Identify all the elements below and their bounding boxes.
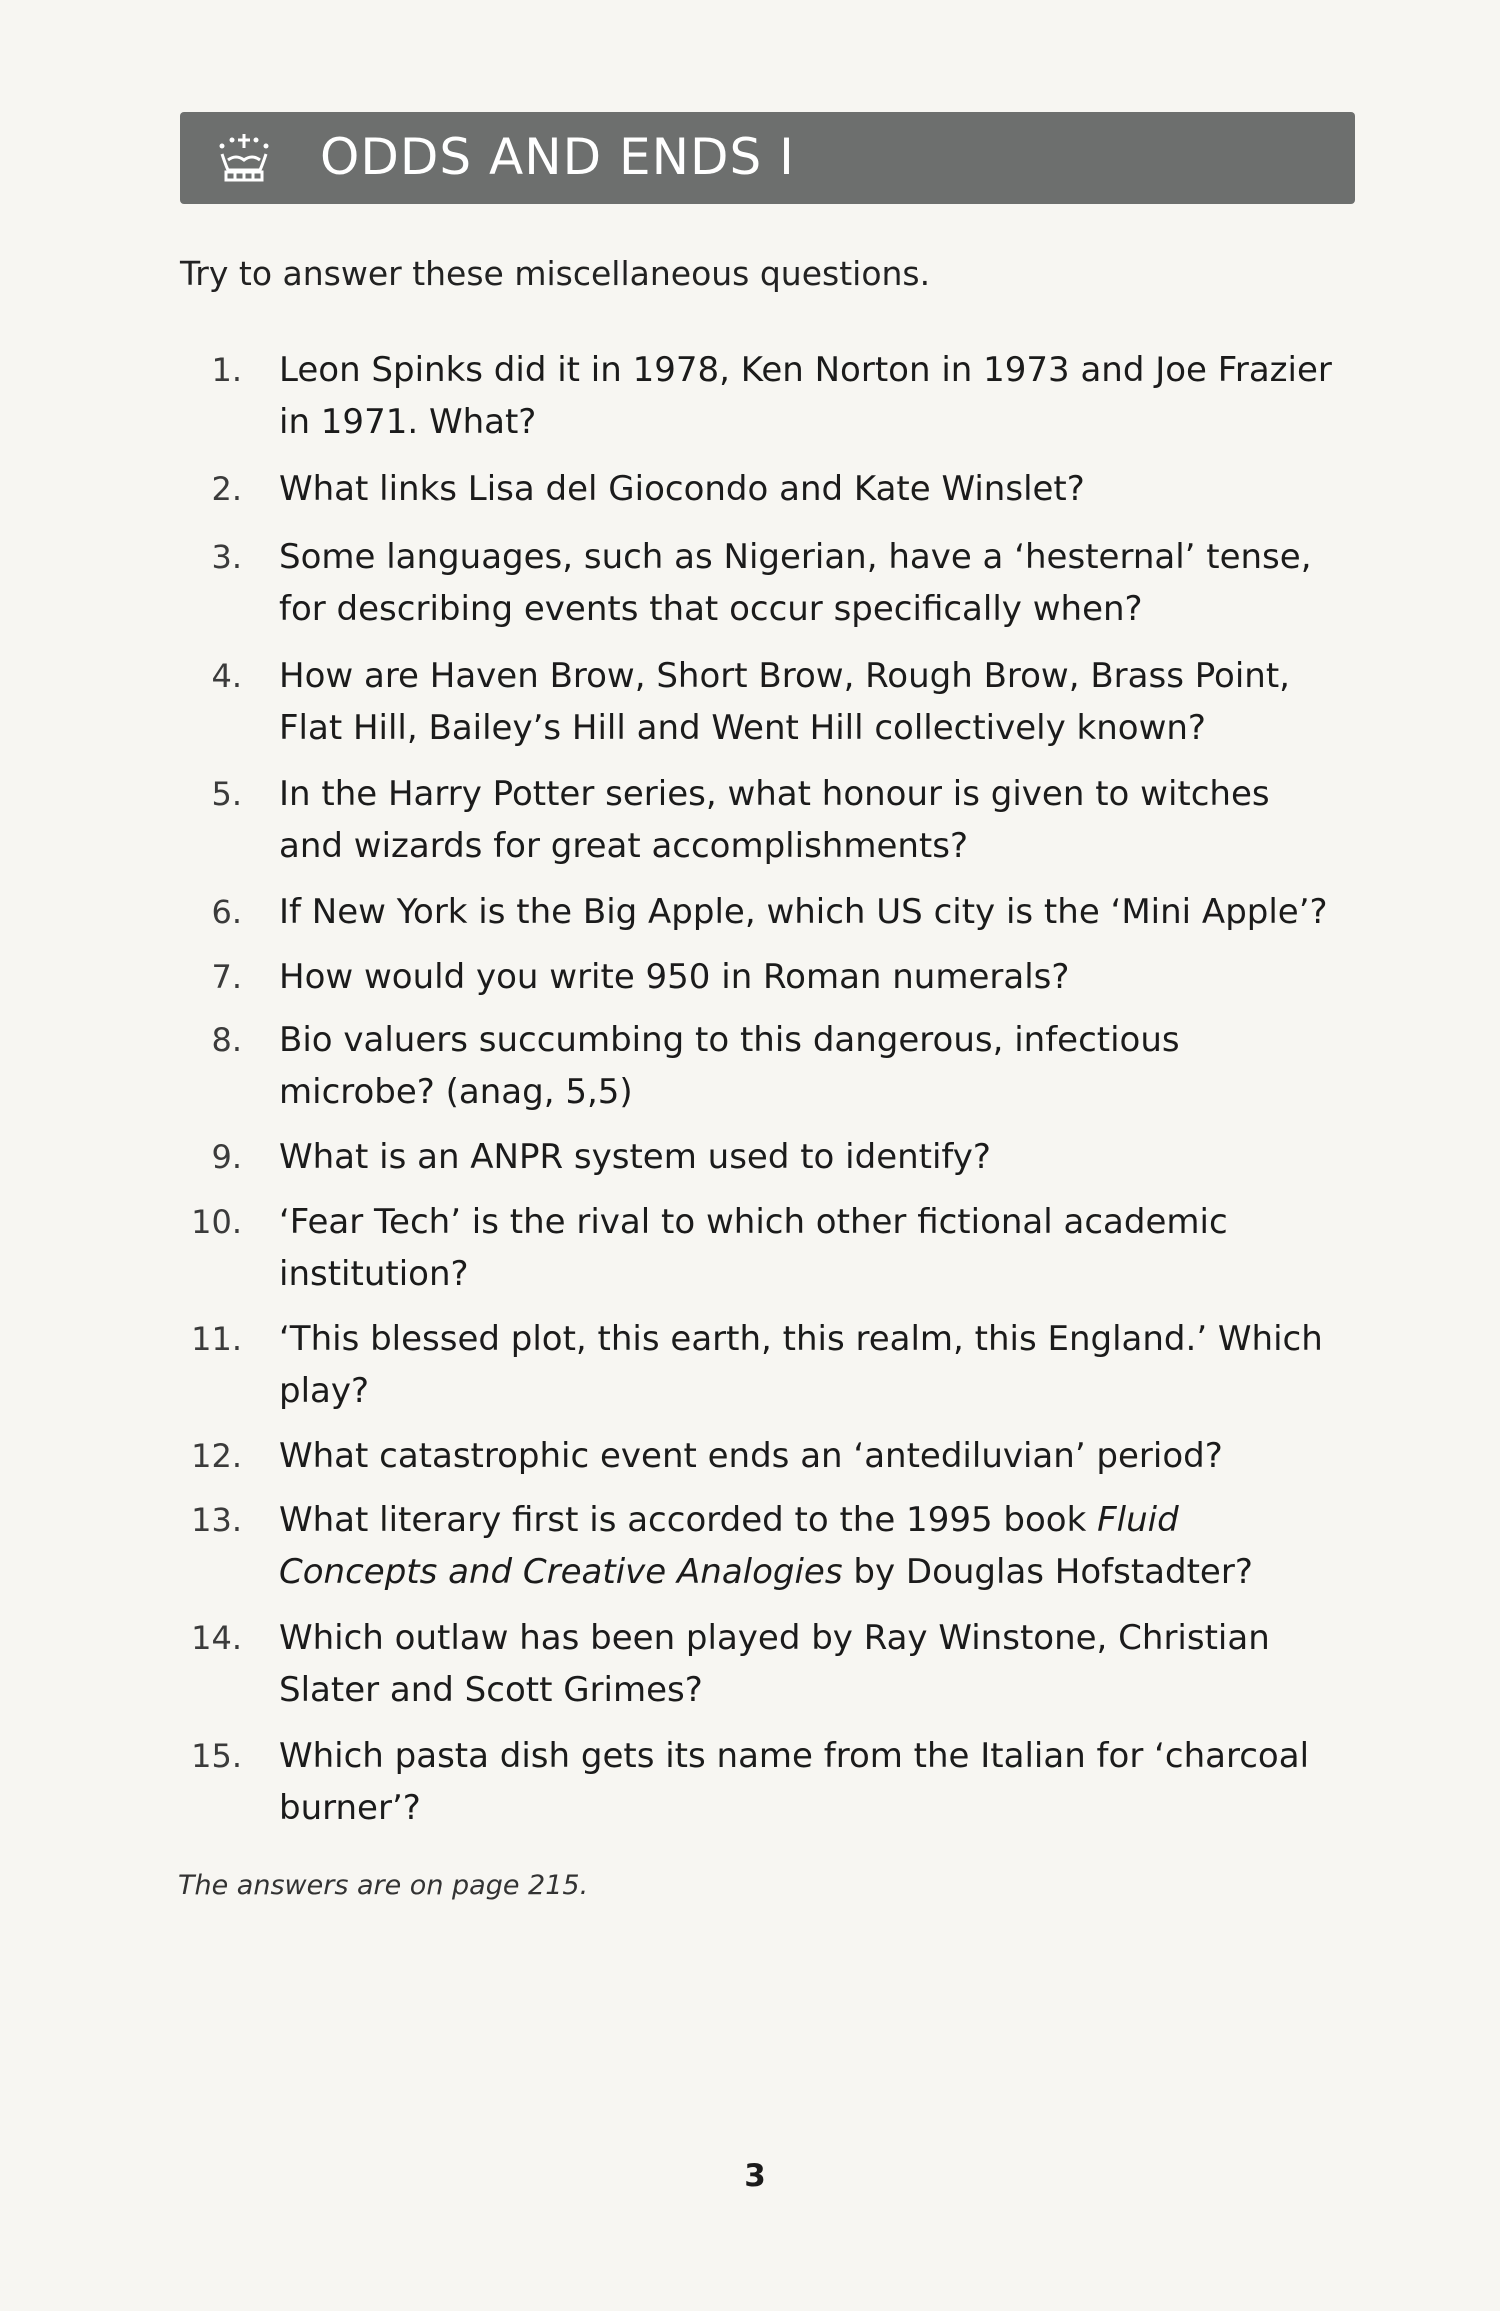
section-header-bar bbox=[180, 112, 1355, 204]
question-text-segment: What literary first is accorded to the 1995 book bbox=[279, 1500, 1087, 1540]
question-text-line: burner’? bbox=[279, 1788, 421, 1828]
question-number: 5. bbox=[211, 775, 242, 813]
question-number: 11. bbox=[191, 1320, 242, 1358]
question-text-line: Which outlaw has been played by Ray Winstone, Christian bbox=[279, 1618, 1270, 1658]
question-text-line: in 1971. What? bbox=[279, 402, 537, 442]
question-number: 2. bbox=[211, 470, 242, 508]
question-number: 1. bbox=[211, 351, 242, 389]
question-number: 10. bbox=[191, 1203, 242, 1241]
question-text-line: Which pasta dish gets its name from the Italian for ‘charcoal bbox=[279, 1736, 1310, 1776]
question-text-segment: by Douglas Hofstadter? bbox=[853, 1552, 1253, 1592]
question-text-line: What links Lisa del Giocondo and Kate Winslet? bbox=[279, 469, 1085, 509]
question-number: 7. bbox=[211, 958, 242, 996]
answers-footnote: The answers are on page 215. bbox=[178, 1870, 589, 1901]
question-number: 9. bbox=[211, 1138, 242, 1176]
question-text-line: institution? bbox=[279, 1254, 469, 1294]
question-text-line: Some languages, such as Nigerian, have a ‘hesternal’ tense, bbox=[279, 537, 1312, 577]
book-title-part: Fluid bbox=[1097, 1500, 1179, 1540]
question-text-line: What is an ANPR system used to identify? bbox=[279, 1137, 991, 1177]
question-number: 15. bbox=[191, 1737, 242, 1775]
question-number: 3. bbox=[211, 538, 242, 576]
question-text-line: for describing events that occur specifically when? bbox=[279, 589, 1143, 629]
book-title-part: Concepts and Creative Analogies bbox=[279, 1552, 843, 1592]
question-text-line: microbe? (anag, 5,5) bbox=[279, 1072, 633, 1112]
question-text-line: play? bbox=[279, 1371, 370, 1411]
crown-icon bbox=[216, 132, 272, 184]
question-text-line: In the Harry Potter series, what honour is given to witches bbox=[279, 774, 1270, 814]
question-text-line: ‘This blessed plot, this earth, this realm, this England.’ Which bbox=[279, 1319, 1323, 1359]
question-text-line: and wizards for great accomplishments? bbox=[279, 826, 969, 866]
question-text-line: How would you write 950 in Roman numerals? bbox=[279, 957, 1070, 997]
question-text-line: How are Haven Brow, Short Brow, Rough Brow, Brass Point, bbox=[279, 656, 1290, 696]
question-number: 4. bbox=[211, 657, 242, 695]
question-text-line: Flat Hill, Bailey’s Hill and Went Hill collectively known? bbox=[279, 708, 1206, 748]
question-text-line: Leon Spinks did it in 1978, Ken Norton in 1973 and Joe Frazier bbox=[279, 350, 1332, 390]
question-number: 12. bbox=[191, 1437, 242, 1475]
question-text-line: If New York is the Big Apple, which US city is the ‘Mini Apple’? bbox=[279, 892, 1328, 932]
question-text-line bbox=[279, 1546, 1369, 1598]
page-number: 3 bbox=[744, 2158, 766, 2194]
question-number: 14. bbox=[191, 1619, 242, 1657]
question-number: 6. bbox=[211, 893, 242, 931]
question-text-line: ‘Fear Tech’ is the rival to which other fictional academic bbox=[279, 1202, 1228, 1242]
question-text-line: Slater and Scott Grimes? bbox=[279, 1670, 703, 1710]
question-text-line: What catastrophic event ends an ‘antediluvian’ period? bbox=[279, 1436, 1223, 1476]
question-number: 13. bbox=[191, 1501, 242, 1539]
question-text-line bbox=[279, 1494, 1369, 1546]
question-number: 8. bbox=[211, 1021, 242, 1059]
section-title: ODDS AND ENDS I bbox=[320, 128, 795, 186]
question-text-line: Bio valuers succumbing to this dangerous, infectious bbox=[279, 1020, 1180, 1060]
intro-text: Try to answer these miscellaneous questions. bbox=[180, 254, 931, 293]
